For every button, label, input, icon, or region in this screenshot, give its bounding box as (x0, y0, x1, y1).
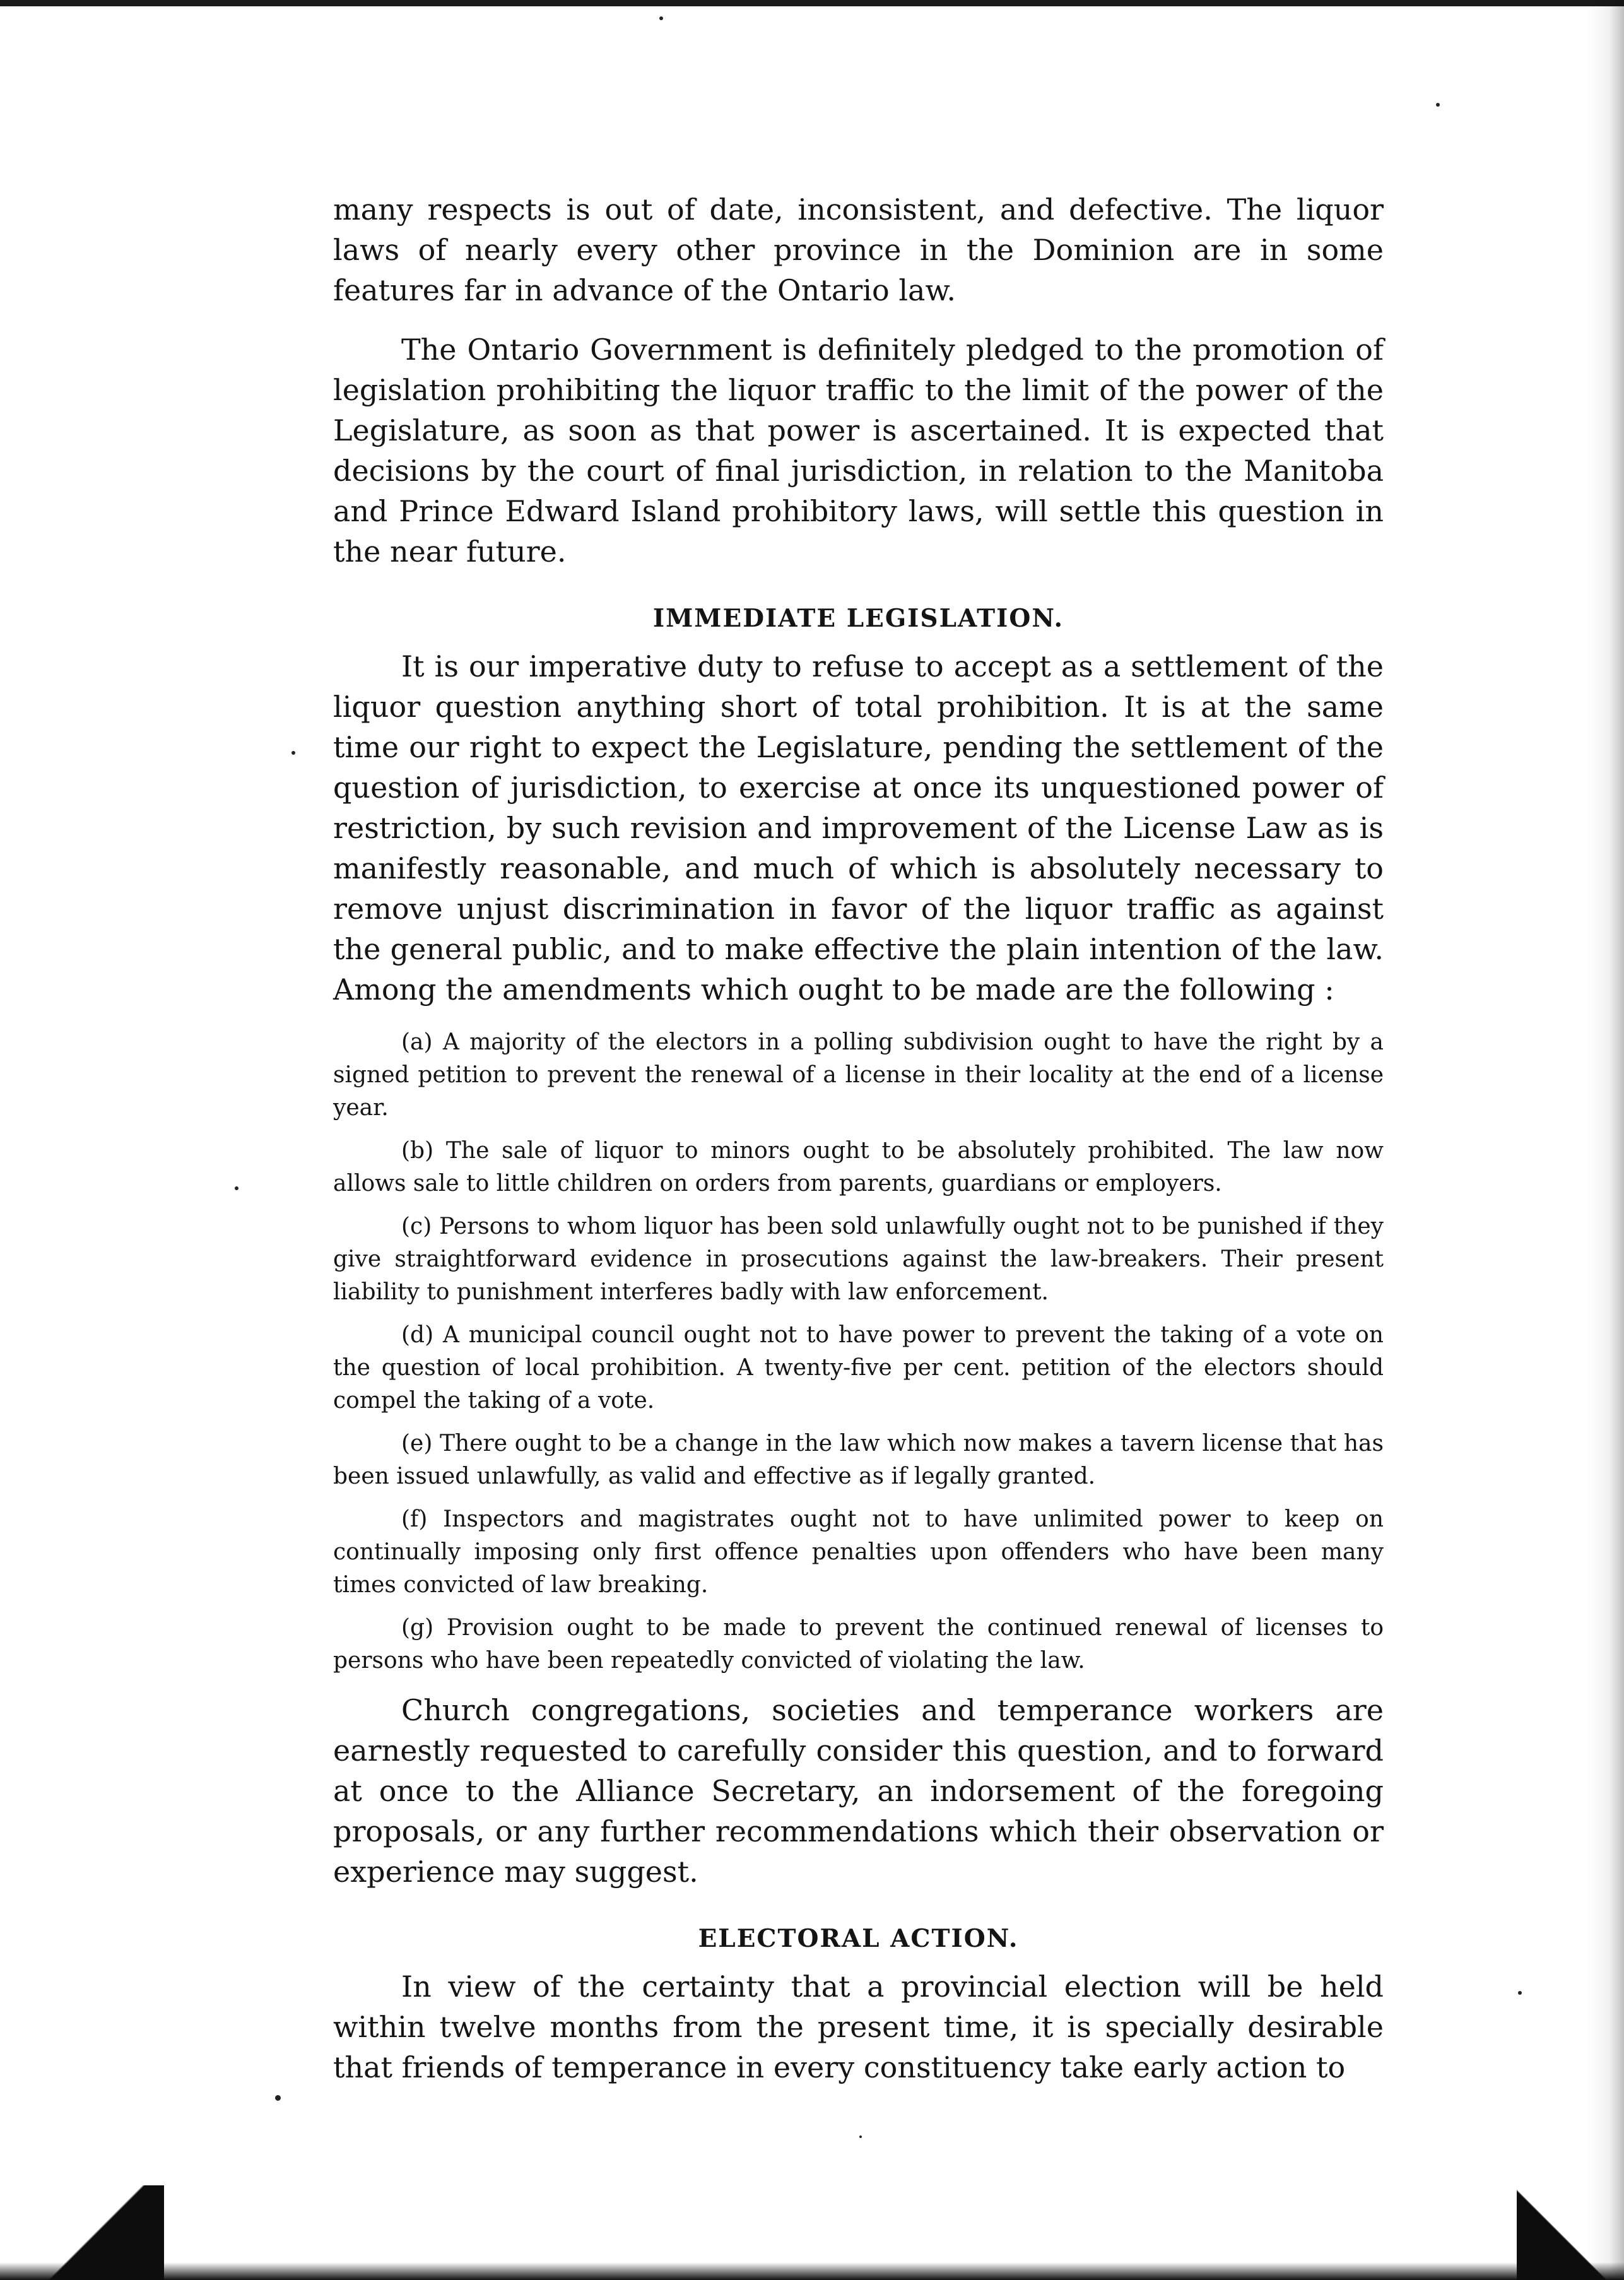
amendment-item-g: (g) Provision ought to be made to prevent the continued renewal of licenses to persons who have been repeatedly convicted of violating the law. (333, 1615, 1384, 1674)
scan-speck (275, 2095, 281, 2101)
immediate-legislation-closing: Church congregations, societies and temperance workers are earnestly requested to carefully consider this question, and to forward at once to the Alliance Secretary, an indorsement of the foregoing proposals, or any further recommendations which their observation or experience may suggest. (333, 1693, 1384, 1889)
scan-speck (1436, 103, 1440, 107)
amendment-item-e: (e) There ought to be a change in the law which now makes a tavern license that has been issued unlawfully, as valid and effective as if legally granted. (333, 1431, 1384, 1489)
scan-top-edge (0, 0, 1624, 6)
section-heading-electoral-action: ELECTORAL ACTION. (698, 1924, 1019, 1953)
scan-speck (1518, 1991, 1522, 1995)
immediate-legislation-intro: It is our imperative duty to refuse to accept as a settlement of the liquor question anything short of total prohibition. It is at the same time our right to expect the Legislature, pending the settlement of the question of jurisdiction, to exercise at once its unquestioned power of restriction, by such revision and improvement of the License Law as is manifestly reasonable, and much of which is absolutely necessary to remove unjust discrimination in favor of the liquor traffic as against the general public, and to make effective the plain intention of the law. Among the amendments which ought to be made are the following : (333, 649, 1384, 1007)
amendment-item-a: (a) A majority of the electors in a polling subdivision ought to have the right by a signed petition to prevent the renewal of a license in their locality at the end of a license year. (333, 1029, 1384, 1121)
amendments-list (333, 1026, 1384, 1677)
amendment-item-b: (b) The sale of liquor to minors ought to be absolutely prohibited. The law now allows sale to little children on orders from parents, guardians or employers. (333, 1138, 1384, 1196)
scan-speck (235, 1186, 238, 1190)
scan-corner-bottom-left (0, 2185, 164, 2280)
section-heading-immediate-legislation: IMMEDIATE LEGISLATION. (652, 604, 1064, 633)
scan-speck (659, 16, 663, 20)
scan-right-edge (1586, 0, 1624, 2280)
scan-bottom-edge (0, 2262, 1624, 2280)
document-page (333, 189, 1384, 2088)
opening-paragraph-continued: many respects is out of date, inconsistent, and defective. The liquor laws of nearly every other province in the Dominion are in some features far in advance of the Ontario law. (333, 192, 1384, 307)
amendment-item-c: (c) Persons to whom liquor has been sold unlawfully ought not to be punished if they give straightforward evidence in prosecutions against the law-breakers. Their present liability to punishment interferes badly with law enforcement. (333, 1214, 1384, 1305)
amendment-item-d: (d) A municipal council ought not to have power to prevent the taking of a vote on the question of local prohibition. A twenty-five per cent. petition of the electors should compel the taking of a vote. (333, 1322, 1384, 1414)
amendment-item-f: (f) Inspectors and magistrates ought not to have unlimited power to keep on continually imposing only first offence penalties upon offenders who have been many times convicted of law breaking. (333, 1506, 1384, 1598)
scan-speck (859, 2135, 862, 2138)
scan-speck (291, 751, 295, 755)
government-pledge-paragraph: The Ontario Government is definitely pledged to the promotion of legislation prohibiting the liquor traffic to the limit of the power of the Legislature, as soon as that power is ascertained. It is expected that decisions by the court of final jurisdiction, in relation to the Manitoba and Prince Edward Island prohibitory laws, will settle this question in the near future. (333, 333, 1384, 569)
electoral-action-intro: In view of the certainty that a provincial election will be held within twelve months from the present time, it is specially desirable that friends of temperance in every constituency take early action to (333, 1970, 1384, 2084)
scan-corner-bottom-right (1517, 2185, 1624, 2280)
